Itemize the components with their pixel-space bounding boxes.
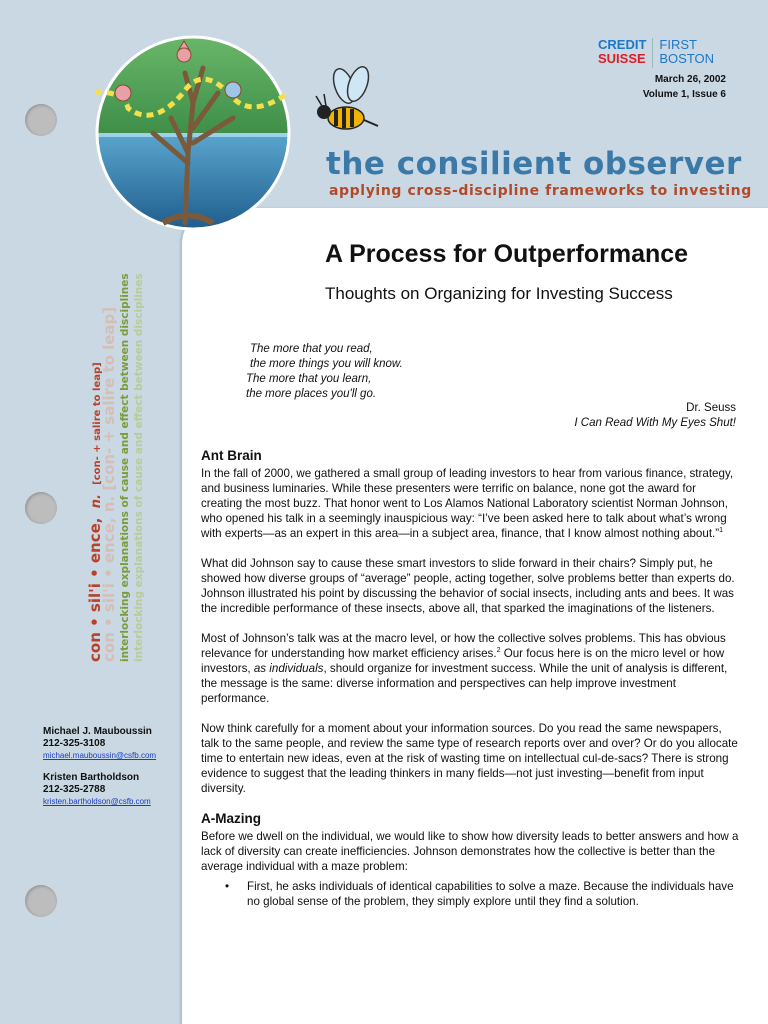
side-word: con • sil'i • ence, — [86, 517, 104, 662]
binder-hole — [25, 104, 57, 136]
side-pos: n. — [89, 494, 104, 509]
contact-card — [43, 772, 156, 808]
brand-credit: CREDIT — [598, 37, 647, 52]
quote-line: the more places you'll go. — [246, 388, 377, 400]
paragraph: What did Johnson say to cause these smart investors to slide forward in their chairs? Simply put, he showed how diverse groups of “average” people, acting together, solve problems better than experts do. Johnson illustrated his point by discussing the behavior of social insects, including ants and bees. It was the incredible performance of these insects, above all, that sparked the imaginations of the listeners. — [201, 557, 735, 615]
contact-phone: 212-325-3108 — [43, 738, 106, 749]
brand-divider — [652, 38, 653, 68]
side-definition-echo: interlocking explanations of cause and effect between disciplines — [133, 273, 145, 662]
emphasis-text: as individuals — [253, 662, 324, 675]
binder-hole — [25, 492, 57, 524]
quote-attribution — [574, 401, 736, 431]
credit-suisse-wordmark — [598, 38, 646, 66]
section-heading: A-Mazing — [201, 811, 261, 826]
tree-logo-icon — [93, 33, 293, 233]
brand-suisse: SUISSE — [598, 51, 646, 66]
brand-logo — [598, 38, 714, 68]
epigraph-quote — [246, 342, 403, 402]
paragraph-text: , should organize for investment success. While the unit of analysis is different, the message is the same: diverse information and perspectives can help improve investment performance. — [201, 662, 728, 705]
first-boston-wordmark — [659, 38, 714, 66]
paragraph-text: Our focus here is on the micro level or how investors, — [201, 647, 725, 675]
paragraph-text: In the fall of 2000, we gathered a small group of leading investors to hear from various finance, strategy, and business luminaries. While these presenters were terrific on balance, none got the award for creating the most buzz. That honor went to Los Alamos National Laboratory scientist Norman Johnson, who opened his talk in a seemingly inauspicious way: “I’ve been asked here to talk about what’s wrong with experts—as an expert in this area—in a subject area, finance, that I know almost nothing about.” — [201, 467, 734, 540]
contact-email-link[interactable]: kristen.bartholdson@csfb.com — [43, 797, 151, 806]
issue-date: March 26, 2002 — [654, 74, 726, 85]
quote-source: I Can Read With My Eyes Shut! — [574, 417, 736, 429]
side-definition: interlocking explanations of cause and effect between disciplines — [119, 273, 131, 662]
brand-first: FIRST — [659, 37, 697, 52]
side-etym: [con- + salire to leap] — [92, 362, 103, 485]
consilience-definition — [86, 270, 156, 662]
article-subtitle: Thoughts on Organizing for Investing Success — [325, 284, 673, 303]
issue-meta — [643, 72, 726, 102]
quote-line: The more that you learn, — [246, 373, 372, 385]
paragraph: Now think carefully for a moment about your information sources. Do you read the same newspapers, talk to the same people, and review the same type of research reports over and over? Or do you allocate time to entertain new ideas, even at the risk of wasting time on intellectual cul-de-sacs? There is strong evidence to suggest that the leading thinkers in many fields—not just investing—benefit from input diversity. — [201, 722, 738, 795]
quote-line: The more that you read, — [250, 343, 373, 355]
article-title: A Process for Outperformance — [325, 240, 689, 268]
binder-hole — [25, 885, 57, 917]
footnote-ref: 2 — [496, 647, 501, 655]
brand-boston: BOSTON — [659, 51, 715, 66]
paragraph-text: Most of Johnson’s talk was at the macro level, or how the collective solves problems. This has obvious relevance for understanding how market efficiency arises. — [201, 632, 726, 660]
contact-phone: 212-325-2788 — [43, 784, 106, 795]
section-heading: Ant Brain — [201, 448, 262, 463]
paragraph — [201, 631, 739, 706]
paragraph — [201, 466, 739, 541]
side-word-echo: con • sil'i • ence, n. [con- + salire to leap] — [100, 306, 118, 662]
paragraph: Before we dwell on the individual, we would like to show how diversity leads to better answers and how a lack of diversity can create inefficiencies. Johnson demonstrates how the collective is better than the average individual with a maze problem: — [201, 830, 739, 873]
bullet-list — [225, 879, 739, 909]
quote-author: Dr. Seuss — [686, 402, 736, 414]
footnote-ref: 1 — [719, 527, 724, 535]
masthead-tagline: applying cross-discipline frameworks to investing — [329, 183, 752, 199]
quote-line: the more things you will know. — [250, 358, 403, 370]
article-body — [201, 448, 739, 909]
list-item: • First, he asks individuals of identical capabilities to solve a maze. Because the individuals have no global sense of the problem, they simply explore until they find a solution. — [225, 879, 739, 909]
author-contacts — [43, 726, 156, 818]
contact-email-link[interactable]: michael.mauboussin@csfb.com — [43, 751, 157, 760]
contact-card — [43, 726, 156, 762]
contact-name: Kristen Bartholdson — [43, 772, 140, 783]
issue-volume: Volume 1, Issue 6 — [642, 89, 726, 100]
bee-icon — [312, 66, 386, 136]
contact-name: Michael J. Mauboussin — [43, 726, 152, 737]
masthead-title: the consilient observer — [326, 146, 742, 182]
